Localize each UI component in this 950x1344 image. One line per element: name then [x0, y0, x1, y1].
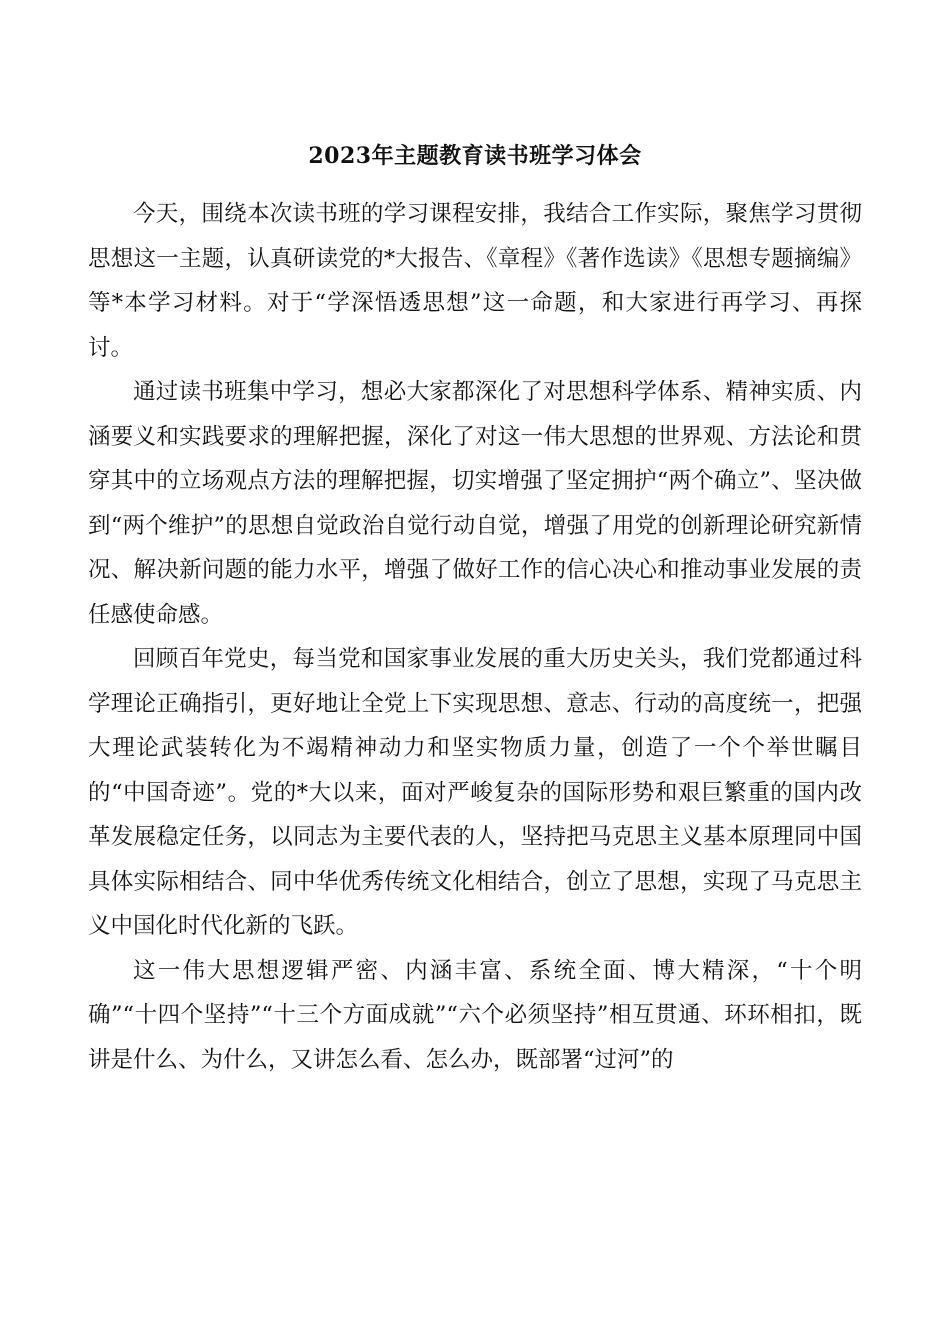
paragraph-4: 这一伟大思想逻辑严密、内涵丰富、系统全面、博大精深，“十个明确”“十四个坚持”“十三个方面成就”“六个必须坚持”相互贯通、环环相扣，既讲是什么、为什么，又讲怎么看、怎么办，既部署“过河”的: [88, 957, 862, 1073]
paragraph-1: 今天，围绕本次读书班的学习课程安排，我结合工作实际，聚焦学习贯彻思想这一主题，认真研读党的*大报告、《章程》《著作选读》《思想专题摘编》等*本学习材料。对于“学深悟透思想”这一命题，和大家进行再学习、再探讨。: [88, 201, 862, 361]
document-body: [88, 192, 862, 1082]
document-title: 2023年主题教育读书班学习体会: [308, 143, 642, 169]
paragraph-2: 通过读书班集中学习，想必大家都深化了对思想科学体系、精神实质、内涵要义和实践要求的理解把握，深化了对这一伟大思想的世界观、方法论和贯穿其中的立场观点方法的理解把握，切实增强了坚定拥护“两个确立”、坚决做到“两个维护”的思想自觉政治自觉行动自觉，增强了用党的创新理论研究新情况、解决新问题的能力水平，增强了做好工作的信心决心和推动事业发展的责任感使命感。: [88, 379, 862, 628]
paragraph-3: 回顾百年党史，每当党和国家事业发展的重大历史关头，我们党都通过科学理论正确指引，更好地让全党上下实现思想、意志、行动的高度统一，把强大理论武装转化为不竭精神动力和坚实物质力量，创造了一个个举世瞩目的“中国奇迹”。党的*大以来，面对严峻复杂的国际形势和艰巨繁重的国内改革发展稳定任务，以同志为主要代表的人，坚持把马克思主义基本原理同中国具体实际相结合、同中华优秀传统文化相结合，创立了思想，实现了马克思主义中国化时代化新的飞跃。: [88, 646, 862, 939]
